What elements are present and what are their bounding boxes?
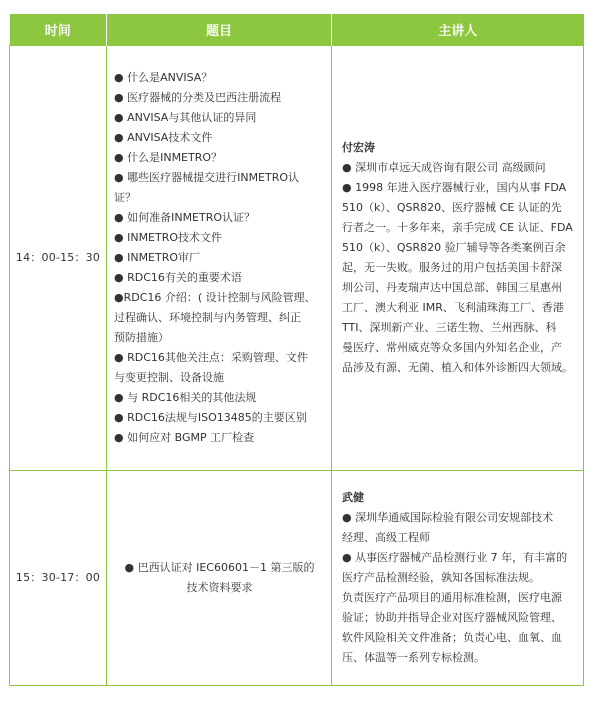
- topic-line: 技术资料要求: [186, 581, 253, 594]
- header-topic: 题目: [107, 14, 332, 46]
- topic-line: ● INMETRO技术文件: [114, 231, 223, 244]
- speaker-bio-line: 工厂、澳大利亚 IMR、飞利浦珠海工厂、香港: [342, 301, 564, 314]
- session-row: [10, 471, 584, 686]
- speaker-bio-line: ● 深圳华通威国际检验有限公司安规部技术: [342, 511, 554, 524]
- speaker-bio-line: 软件风险相关文件准备；负责心电、血氧、血: [342, 631, 562, 644]
- speaker-bio-line: 510（k）、QSR820 验厂辅导等各类案例百余: [342, 241, 566, 254]
- session-row: [10, 46, 584, 471]
- topic-line: ● ANVISA技术文件: [114, 131, 213, 144]
- speaker-bio-line: ● 从事医疗器械产品检测行业 7 年，有丰富的: [342, 551, 568, 564]
- speaker-bio-line: 品涉及有源、无菌、植入和体外诊断四大领域。: [342, 361, 573, 374]
- topic-line: 与变更控制、设备设施: [114, 371, 224, 384]
- topic-line: ● RDC16其他关注点：采购管理、文件: [114, 351, 308, 364]
- schedule-table: [9, 14, 584, 686]
- speaker-bio-line: 经理、高级工程师: [342, 531, 430, 544]
- speaker-bio-line: ● 1998 年进入医疗器械行业，国内从事 FDA: [342, 181, 567, 194]
- topic-line: 过程确认、环境控制与内务管理、纠正: [114, 311, 301, 324]
- topic-line: ● RDC16法规与ISO13485的主要区别: [114, 411, 307, 424]
- topic-line: ● INMETRO审厂: [114, 251, 201, 264]
- speaker-bio-line: 压、体温等一系列专标检测。: [342, 651, 485, 664]
- speaker-bio-line: 行者之一。十多年来，亲手完成 CE 认证、FDA: [342, 221, 573, 234]
- speaker-bio-line: 曼医疗、常州威克等众多国内外知名企业，产: [342, 341, 562, 354]
- topic-line: ● ANVISA与其他认证的异同: [114, 111, 257, 124]
- topic-line: ● 什么是ANVISA？: [114, 71, 213, 84]
- speaker-bio-line: TTI、深圳新产业、三诺生物、兰州西脉、科: [342, 321, 557, 334]
- speaker-bio-line: 510（k）、QSR820、医疗器械 CE 认证的先: [342, 201, 562, 214]
- header-speaker: 主讲人: [332, 14, 584, 46]
- topic-line: 证？: [114, 191, 136, 204]
- speaker-bio-line: 起，无一失败。服务过的用户包括美国卡舒深: [342, 261, 562, 274]
- session-time: 14：00-15：30: [10, 46, 107, 471]
- speaker-cell: [332, 471, 584, 686]
- speaker-cell: [332, 46, 584, 471]
- speaker-bio-line: 验证；协助并指导企业对医疗器械风险管理、: [342, 611, 562, 624]
- session-topics: [107, 46, 332, 471]
- header-row: [10, 14, 584, 46]
- topic-line: ● 如何准备INMETRO认证？: [114, 211, 256, 224]
- topic-line: ● 巴西认证对 IEC60601－1 第三版的: [124, 561, 315, 574]
- topic-line: ● 医疗器械的分类及巴西注册流程: [114, 91, 282, 104]
- topic-line: ● 如何应对 BGMP 工厂检查: [114, 431, 255, 444]
- topic-line: ● 什么是INMETRO？: [114, 151, 223, 164]
- header-time: 时间: [10, 14, 107, 46]
- session-time: 15：30-17：00: [10, 471, 107, 686]
- topic-line: ● 哪些医疗器械提交进行INMETRO认: [114, 171, 300, 184]
- topic-line: 预防措施）: [114, 331, 169, 344]
- speaker-name: 付宏涛: [342, 141, 375, 154]
- speaker-bio-line: 负责医疗产品项目的通用标准检测，医疗电源: [342, 591, 562, 604]
- speaker-bio-line: 医疗产品检测经验，孰知各国标准法规。: [342, 571, 540, 584]
- speaker-bio-line: 圳公司、丹麦瑞声达中国总部、韩国三星惠州: [342, 281, 562, 294]
- session-topics: [107, 471, 332, 686]
- speaker-name: 武健: [342, 491, 364, 504]
- topic-line: ● 与 RDC16相关的其他法规: [114, 391, 257, 404]
- speaker-bio-line: ● 深圳市卓远天成咨询有限公司 高级顾问: [342, 161, 546, 174]
- topic-line: ●RDC16 介绍：( 设计控制与风险管理、: [114, 291, 316, 304]
- topic-line: ● RDC16有关的重要术语: [114, 271, 242, 284]
